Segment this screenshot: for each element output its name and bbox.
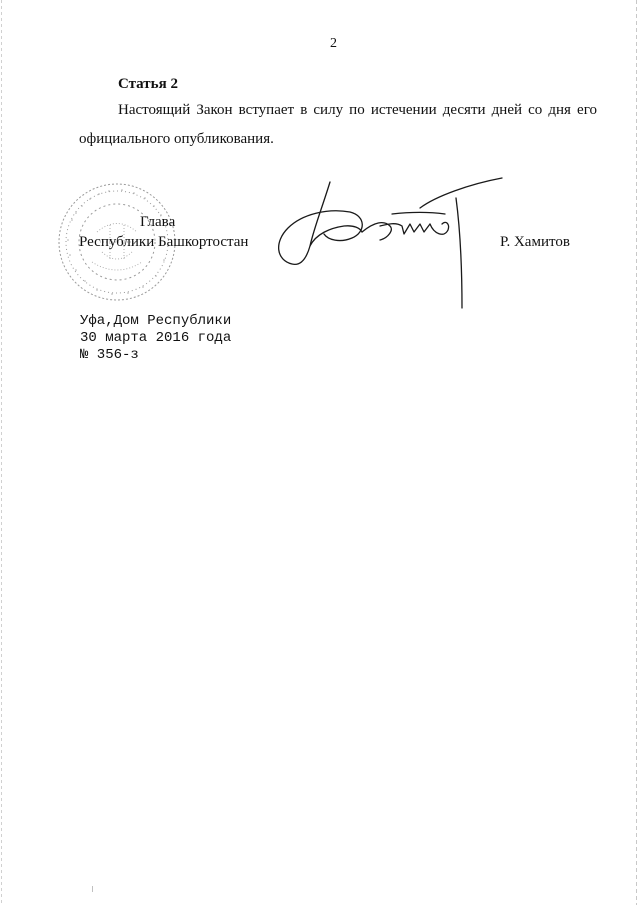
- signing-date: 30 марта 2016 года: [80, 330, 232, 346]
- signer-title-line-2: Республики Башкортостан: [79, 234, 249, 250]
- handwritten-signature: [270, 168, 515, 313]
- scan-speck: [92, 886, 93, 892]
- article-text-line-2: официального опубликования.: [79, 131, 274, 147]
- article-title: Статья 2: [118, 76, 178, 92]
- scan-edge-left: [1, 0, 2, 905]
- signing-place: Уфа,Дом Республики: [80, 313, 232, 329]
- law-number: № 356-з: [80, 347, 139, 363]
- article-text-line-1: Настоящий Закон вступает в силу по истечении десяти дней со дня его: [118, 102, 597, 118]
- signer-title-line-1: Глава: [140, 214, 176, 230]
- page-number: 2: [330, 36, 337, 51]
- place-date-block: [80, 313, 231, 364]
- signer-name: Р. Хамитов: [500, 234, 570, 250]
- scan-edge-right: [636, 0, 637, 905]
